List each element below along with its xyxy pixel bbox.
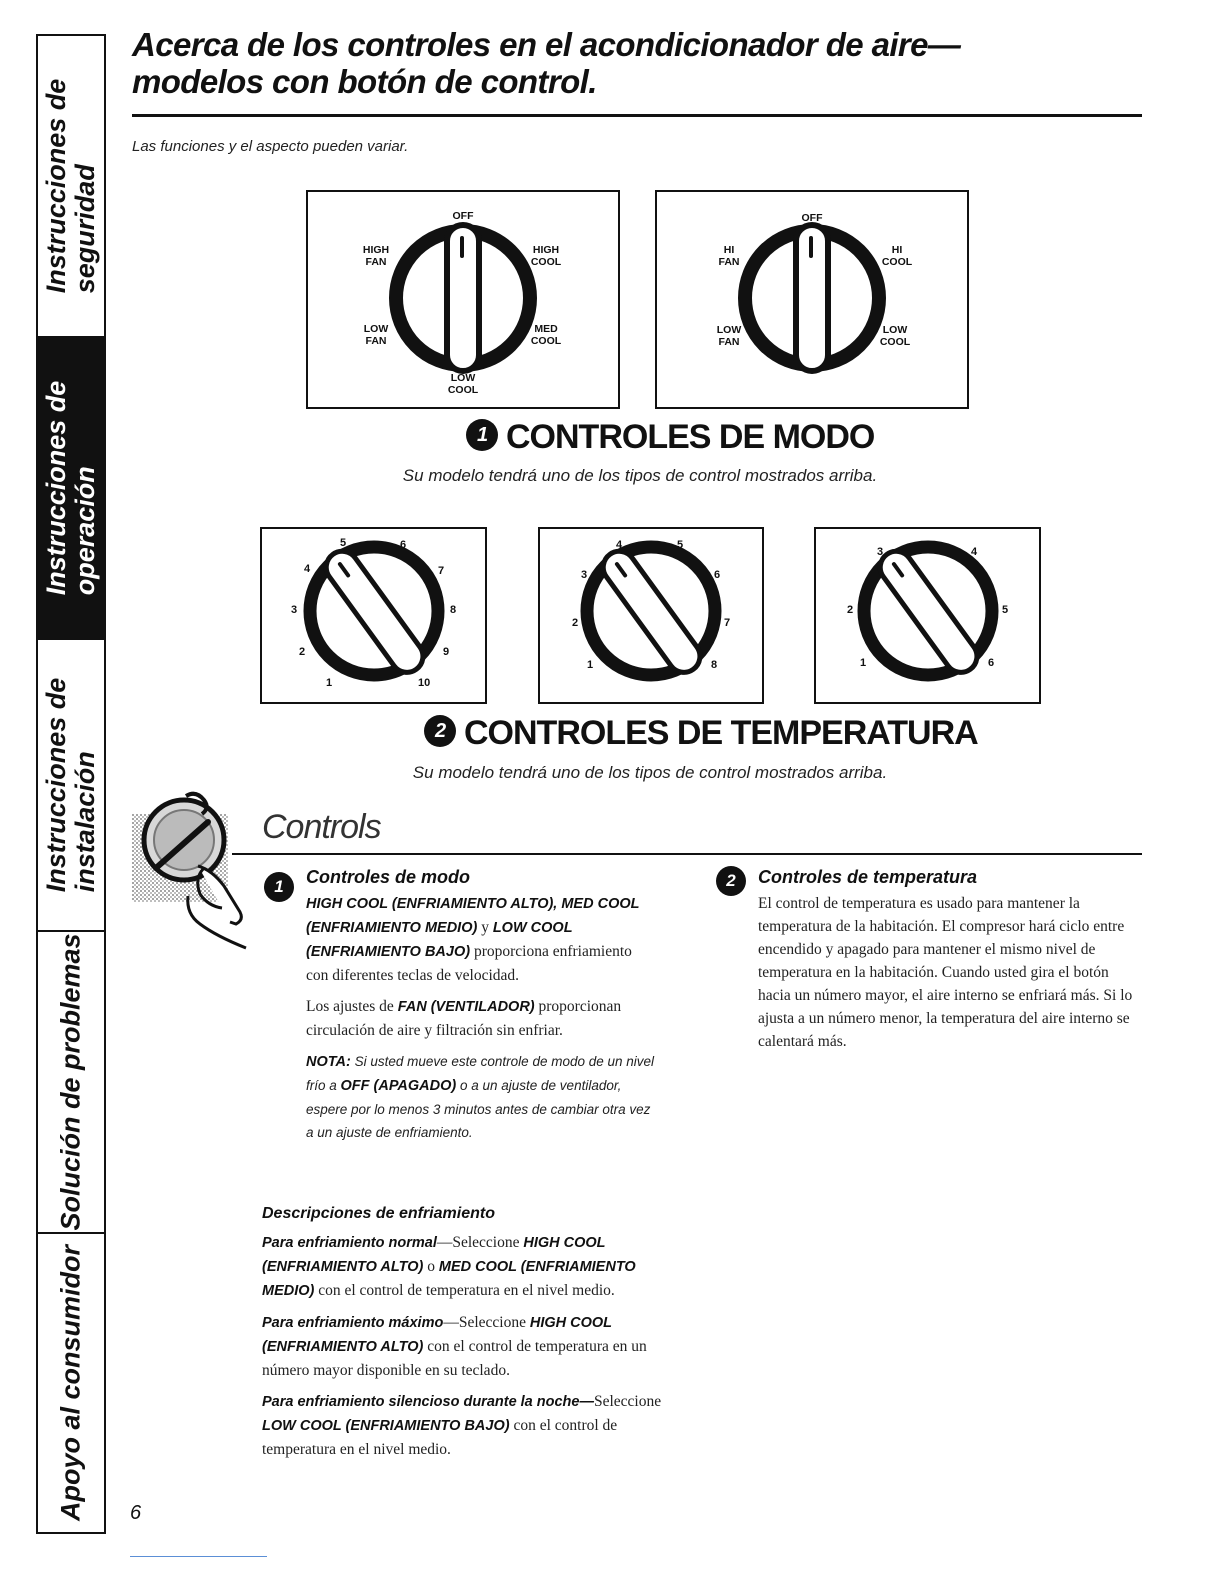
- intro-text: Las funciones y el aspecto pueden variar.: [132, 138, 409, 155]
- mode-label: LOW COOL: [879, 324, 911, 348]
- mode-kw: HIGH COOL (ENFRIAMIENTO ALTO): [262, 1235, 606, 1275]
- temp-number: 2: [847, 604, 854, 616]
- temp-description: El control de temperatura es usado para mantener la temperatura de la habitación. El compresor hará ciclo entre encendido y apagado para mantener el mismo nivel de temperatura en la habitación. Cuando usted gira el botón hacia un número mayor, el aire interno se enfriará más. Si lo ajusta a un número menor, la temperatura del aire interno se calentará más.: [758, 895, 1133, 1050]
- mode-controls-column: [306, 866, 656, 1152]
- mode-kw: OFF (APAGADO): [340, 1078, 457, 1094]
- mode-label: HIGH COOL: [530, 244, 562, 268]
- temp-number: 2: [572, 617, 579, 629]
- temp-number: 5: [1002, 604, 1009, 616]
- section-tabs: [36, 34, 106, 1534]
- desc-lead: Para enfriamiento máximo: [262, 1315, 444, 1331]
- temp-col-heading: Controles de temperatura: [758, 867, 978, 887]
- temp-number: 1: [860, 657, 867, 669]
- title-divider: [132, 114, 1142, 117]
- tab-problemas[interactable]: [38, 932, 104, 1234]
- mode-controls-note: Su modelo tendrá uno de los tipos de control mostrados arriba.: [402, 466, 878, 485]
- text: Si usted mueve este controle de modo de un nivel frío a: [306, 1054, 655, 1093]
- temp-dial-panel-2: [538, 527, 764, 704]
- temp-number: 1: [326, 677, 333, 689]
- mode-label: OFF: [801, 212, 823, 224]
- text: Seleccione: [593, 1393, 662, 1410]
- mode-dial-panel-2: [655, 190, 969, 409]
- temp-number: 3: [877, 546, 884, 558]
- temp-number: 6: [400, 539, 407, 551]
- tab-label: Instrucciones de: [41, 677, 71, 893]
- temp-number: 4: [304, 563, 311, 575]
- desc-lead: Para enfriamiento silencioso durante la noche—: [262, 1394, 594, 1410]
- controls-divider: [232, 853, 1142, 855]
- temp-number: 1: [587, 659, 594, 671]
- temp-number: 5: [340, 537, 347, 549]
- tab-operacion[interactable]: [38, 338, 104, 640]
- temp-number: 3: [581, 569, 588, 581]
- temp-controls-note: Su modelo tendrá uno de los tipos de control mostrados arriba.: [412, 763, 888, 782]
- footer-line: [130, 1556, 267, 1557]
- temp-dial-2-graphic: [540, 529, 762, 702]
- section-number-badge: 2: [424, 715, 456, 747]
- desc-heading: Descripciones de enfriamiento: [262, 1205, 495, 1222]
- mode-controls-heading: [466, 418, 874, 457]
- cooling-descriptions: [262, 1202, 662, 1469]
- temp-dial-panel-1: [260, 527, 487, 704]
- mode-heading-text: CONTROLES DE MODO: [506, 418, 875, 456]
- mode-section-badge: 1: [264, 872, 294, 902]
- temp-number: 10: [418, 677, 431, 689]
- temp-number: 8: [450, 604, 457, 616]
- text: y: [477, 919, 493, 936]
- mode-dial-panel-1: [306, 190, 620, 409]
- mode-label: LOW COOL: [447, 372, 479, 396]
- desc-lead: Para enfriamiento normal: [262, 1235, 437, 1251]
- tab-label: seguridad: [70, 164, 100, 294]
- tab-label: Solución de problemas: [55, 933, 86, 1231]
- temp-controls-column: [758, 866, 1138, 1061]
- mode-kw: LOW COOL (ENFRIAMIENTO BAJO): [262, 1418, 510, 1434]
- temp-controls-heading: [424, 714, 978, 753]
- temp-heading-text: CONTROLES DE TEMPERATURA: [464, 714, 978, 752]
- dial-indicator: [460, 236, 464, 258]
- text: con el control de temperatura en el nivel medio.: [314, 1282, 615, 1299]
- text: o a un ajuste de ventilador, espere por lo menos 3 minutos antes de cambiar otra vez a un ajuste de enfriamiento.: [306, 1078, 651, 1140]
- temp-number: 4: [971, 546, 978, 558]
- temp-dial-panel-3: [814, 527, 1041, 704]
- mode-dial-2-graphic: [657, 192, 967, 407]
- temp-number: 3: [291, 604, 298, 616]
- mode-kw: FAN (VENTILADOR): [397, 999, 535, 1015]
- temp-number: 5: [677, 539, 684, 551]
- text: —Seleccione: [436, 1234, 524, 1251]
- mode-kw: HIGH COOL (ENFRIAMIENTO ALTO), MED COOL (ENFRIAMIENTO MEDIO): [306, 896, 640, 936]
- temp-section-badge: 2: [716, 866, 746, 896]
- temp-number: 8: [711, 659, 718, 671]
- tab-consumidor[interactable]: [38, 1234, 104, 1532]
- tab-label: Instrucciones de: [41, 380, 71, 596]
- text: proporciona enfriamiento con diferentes teclas de velocidad.: [306, 943, 632, 984]
- hand-dial-icon: [128, 786, 260, 962]
- mode-label: LOW FAN: [363, 323, 389, 347]
- text: o: [423, 1258, 439, 1275]
- mode-kw: HIGH COOL (ENFRIAMIENTO ALTO): [262, 1315, 612, 1355]
- controls-heading: Controls: [262, 808, 381, 846]
- page-title: [132, 26, 1142, 100]
- temp-number: 6: [714, 569, 721, 581]
- page-number: 6: [130, 1502, 142, 1524]
- tab-label: Apoyo al consumidor: [55, 1244, 86, 1522]
- tab-label: Instrucciones de: [41, 78, 71, 294]
- mode-label: HI FAN: [718, 244, 740, 268]
- text: proporcionan circulación de aire y filtración sin enfriar.: [306, 998, 622, 1039]
- text: —Seleccione: [443, 1314, 530, 1331]
- title-line-2: modelos con botón de control.: [132, 63, 597, 100]
- tab-label: instalación: [70, 751, 100, 893]
- mode-label: MED COOL: [530, 323, 562, 347]
- temp-number: 6: [988, 657, 995, 669]
- temp-number: 2: [299, 646, 306, 658]
- title-line-1: Acerca de los controles en el acondicionador de aire—: [132, 26, 961, 63]
- mode-label: LOW FAN: [716, 324, 742, 348]
- text: Los ajustes de: [306, 998, 398, 1015]
- temp-number: 7: [438, 565, 445, 577]
- note-label: NOTA:: [306, 1054, 351, 1070]
- dial-indicator: [809, 236, 813, 258]
- mode-label: HIGH FAN: [362, 244, 390, 268]
- mode-kw: MED COOL (ENFRIAMIENTO MEDIO): [262, 1259, 636, 1299]
- section-number-badge: 1: [466, 419, 498, 451]
- text: con el control de temperatura en un número mayor disponible en su teclado.: [262, 1338, 647, 1379]
- mode-label: HI COOL: [881, 244, 913, 268]
- mode-label: OFF: [452, 210, 474, 222]
- mode-kw: LOW COOL (ENFRIAMIENTO BAJO): [306, 920, 573, 960]
- mode-col-heading: Controles de modo: [306, 867, 471, 887]
- tab-instalacion[interactable]: [38, 640, 104, 932]
- tab-seguridad[interactable]: [38, 36, 104, 338]
- temp-number: 4: [616, 539, 623, 551]
- tab-label: operación: [70, 466, 100, 596]
- temp-number: 7: [724, 617, 731, 629]
- temp-number: 9: [443, 646, 450, 658]
- text: con el control de temperatura en el nivel medio.: [262, 1417, 618, 1458]
